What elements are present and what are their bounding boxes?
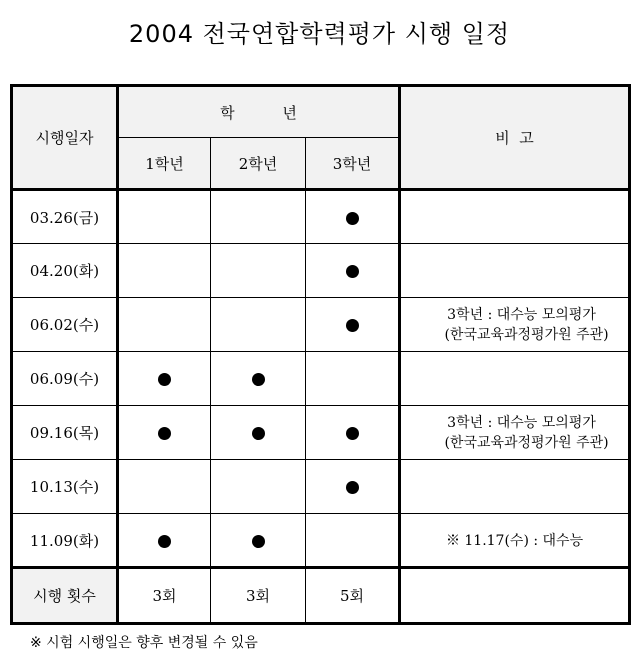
table-row xyxy=(12,244,630,298)
filled-circle-icon xyxy=(158,427,171,440)
row-date: 04.20(화) xyxy=(12,244,118,298)
footer-note: ※ 시험 시행일은 향후 변경될 수 있음 xyxy=(30,635,258,651)
filled-circle-icon xyxy=(158,373,171,386)
cell-grade-1 xyxy=(118,460,211,514)
table-row xyxy=(12,298,630,352)
note-line-1: ※ 11.17(수) : 대수능 xyxy=(445,533,584,549)
row-date: 03.26(금) xyxy=(12,190,118,244)
row-note xyxy=(400,190,630,244)
table-row xyxy=(12,352,630,406)
cell-grade-3 xyxy=(306,244,400,298)
cell-grade-3 xyxy=(306,298,400,352)
cell-grade-2 xyxy=(211,244,306,298)
header-grade-3: 3학년 xyxy=(306,138,400,190)
cell-grade-1 xyxy=(118,352,211,406)
row-note xyxy=(400,298,630,352)
header-grade-2: 2학년 xyxy=(211,138,306,190)
schedule-table xyxy=(10,84,631,625)
row-date: 06.02(수) xyxy=(12,298,118,352)
cell-grade-2 xyxy=(211,406,306,460)
filled-circle-icon xyxy=(346,319,359,332)
cell-grade-3 xyxy=(306,514,400,568)
row-date: 06.09(수) xyxy=(12,352,118,406)
row-date: 10.13(수) xyxy=(12,460,118,514)
page-title: 2004 전국연합학력평가 시행 일정 xyxy=(128,20,511,48)
cell-grade-2 xyxy=(211,190,306,244)
header-remarks: 비 고 xyxy=(400,86,630,190)
row-note xyxy=(400,352,630,406)
filled-circle-icon xyxy=(252,373,265,386)
row-note xyxy=(400,460,630,514)
note-line-1: 3학년 : 대수능 모의평가 xyxy=(447,414,596,431)
cell-grade-1 xyxy=(118,298,211,352)
total-grade-3: 5회 xyxy=(306,568,400,624)
table-row xyxy=(12,460,630,514)
cell-grade-2 xyxy=(211,514,306,568)
cell-grade-2 xyxy=(211,460,306,514)
header-grade-group: 학 년 xyxy=(118,86,400,138)
cell-grade-2 xyxy=(211,352,306,406)
totals-note xyxy=(400,568,630,624)
row-date: 11.09(화) xyxy=(12,514,118,568)
cell-grade-1 xyxy=(118,406,211,460)
cell-grade-1 xyxy=(118,244,211,298)
note-line-1: 3학년 : 대수능 모의평가 xyxy=(447,306,596,323)
totals-label: 시행 횟수 xyxy=(12,568,118,624)
cell-grade-2 xyxy=(211,298,306,352)
cell-grade-1 xyxy=(118,514,211,568)
header-date: 시행일자 xyxy=(12,86,118,190)
row-note xyxy=(400,406,630,460)
filled-circle-icon xyxy=(346,427,359,440)
header-grade-1: 1학년 xyxy=(118,138,211,190)
filled-circle-icon xyxy=(158,535,171,548)
cell-grade-1 xyxy=(118,190,211,244)
filled-circle-icon xyxy=(252,427,265,440)
total-grade-1: 3회 xyxy=(118,568,211,624)
table-row xyxy=(12,406,630,460)
row-note xyxy=(400,244,630,298)
totals-row xyxy=(12,568,630,624)
filled-circle-icon xyxy=(252,535,265,548)
table-row xyxy=(12,514,630,568)
cell-grade-3 xyxy=(306,190,400,244)
cell-grade-3 xyxy=(306,352,400,406)
table-row xyxy=(12,190,630,244)
filled-circle-icon xyxy=(346,212,359,225)
row-date: 09.16(목) xyxy=(12,406,118,460)
cell-grade-3 xyxy=(306,460,400,514)
filled-circle-icon xyxy=(346,481,359,494)
cell-grade-3 xyxy=(306,406,400,460)
note-line-2: (한국교육과정평가원 주관) xyxy=(444,434,609,451)
filled-circle-icon xyxy=(346,265,359,278)
row-note xyxy=(400,514,630,568)
note-line-2: (한국교육과정평가원 주관) xyxy=(444,326,609,343)
total-grade-2: 3회 xyxy=(211,568,306,624)
